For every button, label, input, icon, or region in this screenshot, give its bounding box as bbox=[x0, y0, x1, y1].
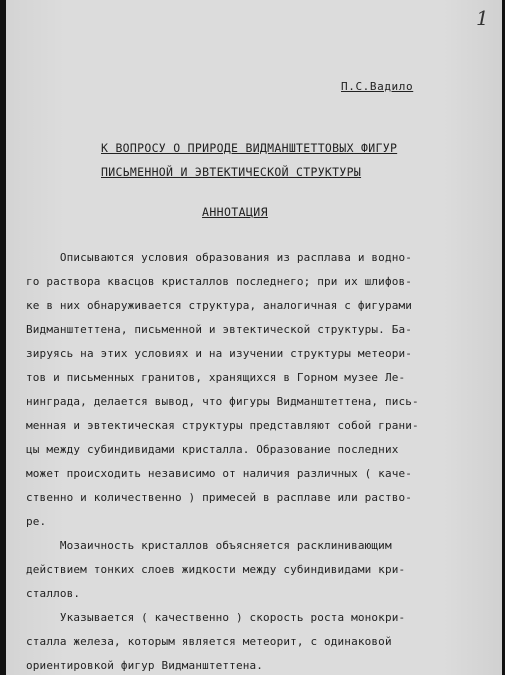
body-line: Описываются условия образования из расплава и водно- bbox=[26, 251, 413, 264]
section-heading: АННОТАЦИЯ bbox=[202, 205, 268, 219]
body-line: тов и письменных гранитов, хранящихся в Горном музее Ле- bbox=[26, 371, 406, 384]
title-line-1: К ВОПРОСУ О ПРИРОДЕ ВИДМАНШТЕТТОВЫХ ФИГУР bbox=[101, 141, 398, 155]
body-line: ре. bbox=[26, 515, 47, 528]
body-line: ориентировкой фигур Видманштеттена. bbox=[26, 659, 264, 672]
body-line: зируясь на этих условиях и на изучении структуры метеори- bbox=[26, 347, 413, 360]
body-line: сталлов. bbox=[26, 587, 81, 600]
author-name: П.С.Вадило bbox=[341, 80, 414, 93]
body-line: нинграда, делается вывод, что фигуры Видманштеттена, пись- bbox=[26, 395, 419, 408]
body-line: действием тонких слоев жидкости между субиндивидами кри- bbox=[26, 563, 406, 576]
page-number: 1 bbox=[476, 6, 489, 30]
body-line: ственно и количественно ) примесей в расплаве или раство- bbox=[26, 491, 413, 504]
body-line: го раствора квасцов кристаллов последнего; при их шлифов- bbox=[26, 275, 413, 288]
body-line: менная и эвтектическая структуры представляют собой грани- bbox=[26, 419, 419, 432]
body-line: сталла железа, которым является метеорит, с одинаковой bbox=[26, 635, 392, 648]
body-line: Мозаичность кристаллов объясняется расклинивающим bbox=[26, 539, 392, 552]
document-sheet bbox=[6, 0, 502, 675]
body-line: Указывается ( качественно ) скорость роста монокри- bbox=[26, 611, 406, 624]
body-line: может происходить независимо от наличия различных ( каче- bbox=[26, 467, 413, 480]
title-line-2: ПИСЬМЕННОЙ И ЭВТЕКТИЧЕСКОЙ СТРУКТУРЫ bbox=[101, 165, 362, 179]
body-line: цы между субиндивидами кристалла. Образование последних bbox=[26, 443, 399, 456]
body-line: Видманштеттена, письменной и эвтектической структуры. Ба- bbox=[26, 323, 413, 336]
body-line: ке в них обнаруживается структура, аналогичная с фигурами bbox=[26, 299, 413, 312]
